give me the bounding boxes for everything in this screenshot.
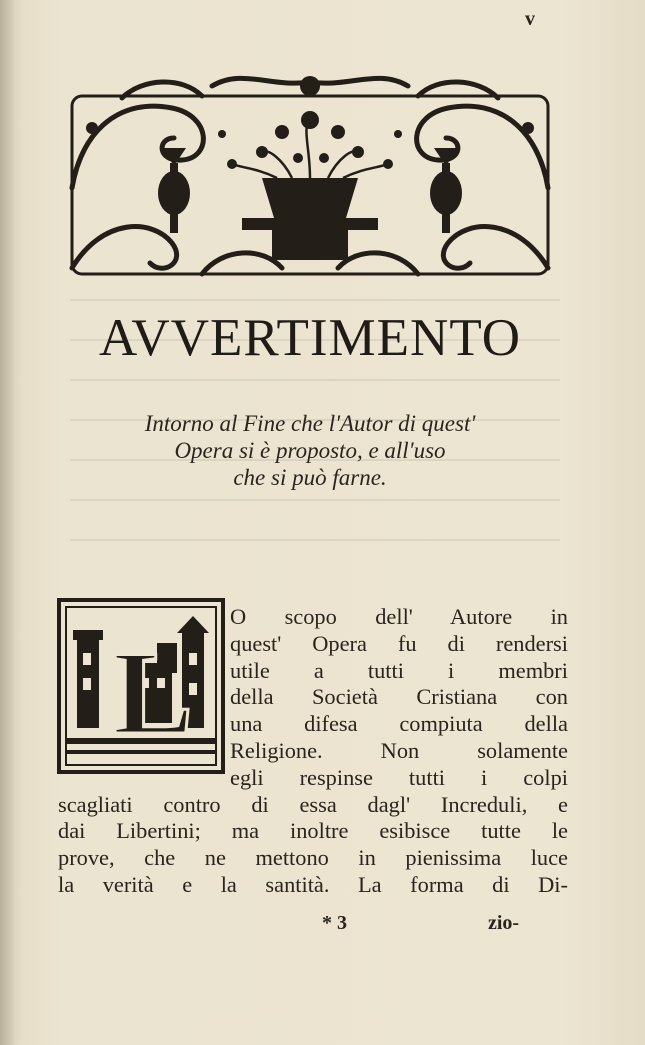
subtitle-line: Intorno al Fine che l'Autor di quest': [144, 411, 476, 436]
signature-mark: * 3: [322, 912, 347, 934]
text-line: della Società Cristiana con: [230, 684, 568, 710]
text-line: utile a tutti i membri: [230, 657, 568, 683]
text-line: egli respinse tutti i colpi: [230, 764, 568, 790]
catchword: zio-: [488, 912, 520, 934]
text-line: dai Libertini; ma inoltre esibisce tutte le: [58, 818, 568, 844]
subtitle: [60, 410, 560, 491]
text-line: una difesa compiuta della: [230, 711, 568, 737]
text-line: la verità e la santità. La forma di Di-: [58, 871, 568, 897]
subtitle-line: Opera si è proposto, e all'uso: [174, 438, 446, 463]
binding-gutter: [0, 0, 14, 1045]
page-title: AVVERTIMENTO: [98, 309, 522, 367]
text-line: scagliati contro di essa dagl' Increduli, e: [58, 791, 568, 817]
text-line: quest' Opera fu di rendersi: [230, 630, 568, 656]
headpiece-ornament: [62, 68, 558, 282]
text-line: Religione. Non solamente: [230, 737, 568, 763]
text-line: prove, che ne mettono in pienissima luce: [58, 845, 568, 871]
body-paragraph: [58, 604, 568, 899]
page-number: v: [525, 8, 535, 30]
text-line: O scopo dell' Autore in: [230, 604, 568, 629]
subtitle-line: che si può farne.: [233, 465, 387, 490]
drop-cap-letter: L: [113, 626, 194, 759]
